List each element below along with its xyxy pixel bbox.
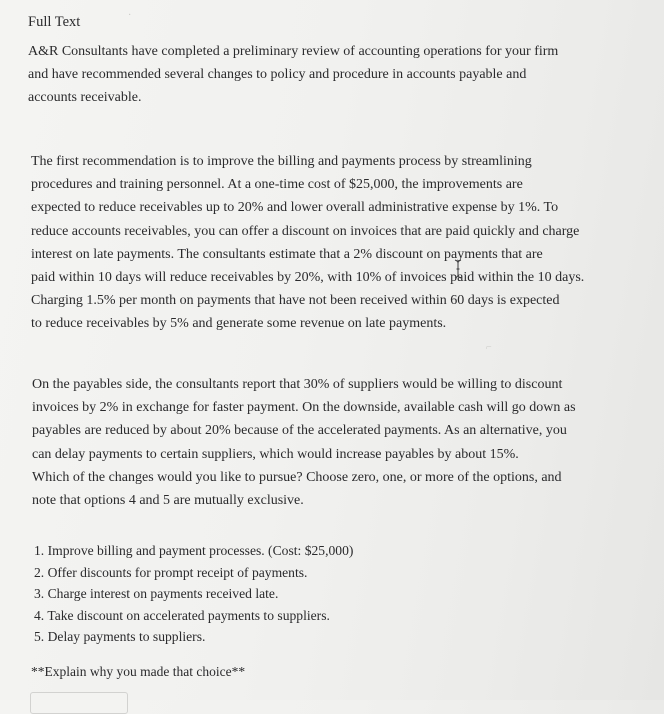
text-line: interest on late payments. The consultants estimate that a 2% discount on payments that are [31, 246, 543, 262]
text-line: expected to reduce receivables up to 20% and lower overall administrative expense by 1%. To [31, 200, 559, 216]
option-item: 1. Improve billing and payment processes. (Cost: $25,000) [34, 543, 354, 558]
receivables-paragraph [31, 150, 584, 336]
text-line: Which of the changes would you like to pursue? Choose zero, one, or more of the options, and [32, 469, 562, 485]
answer-input-box[interactable] [30, 692, 128, 714]
speck-mark: ⌐ [486, 342, 492, 353]
text-line: payables are reduced by about 20% because of the accelerated payments. As an alternative, you [32, 423, 567, 439]
explain-prompt: **Explain why you made that choice** [31, 664, 246, 679]
option-item: 3. Charge interest on payments received late. [34, 586, 279, 601]
intro-paragraph [28, 40, 558, 110]
text-line: invoices by 2% in exchange for faster payment. On the downside, available cash will go down as [32, 400, 576, 416]
text-line: and have recommended several changes to policy and procedure in accounts payable and [28, 67, 527, 83]
payables-paragraph [32, 373, 576, 512]
text-line: to reduce receivables by 5% and generate some revenue on late payments. [31, 316, 447, 332]
text-line: On the payables side, the consultants report that 30% of suppliers would be willing to discount [32, 377, 563, 392]
option-item: 5. Delay payments to suppliers. [34, 629, 206, 644]
option-item: 2. Offer discounts for prompt receipt of payments. [34, 564, 308, 580]
text-line: accounts receivable. [28, 90, 142, 106]
options-list [34, 540, 353, 648]
text-line: procedures and training personnel. At a one-time cost of $25,000, the improvements are [31, 177, 523, 193]
text-line: can delay payments to certain suppliers, which would increase payables by about 15%. [32, 446, 519, 462]
text-line: Charging 1.5% per month on payments that have not been received within 60 days is expected [31, 293, 560, 309]
text-line: note that options 4 and 5 are mutually exclusive. [32, 493, 304, 509]
text-line: The first recommendation is to improve the billing and payments process by streamlining [31, 154, 532, 169]
text-line: reduce accounts receivables, you can offer a discount on invoices that are paid quickly and charge [31, 223, 580, 239]
text-line: A&R Consultants have completed a preliminary review of accounting operations for your firm [28, 44, 559, 59]
speck-mark: · [128, 10, 132, 21]
option-item: 4. Take discount on accelerated payments to suppliers. [34, 607, 330, 623]
text-line: paid within 10 days will reduce receivables by 20%, with 10% of invoices paid within the 10 days. [31, 270, 585, 286]
page-title: Full Text [28, 14, 81, 30]
